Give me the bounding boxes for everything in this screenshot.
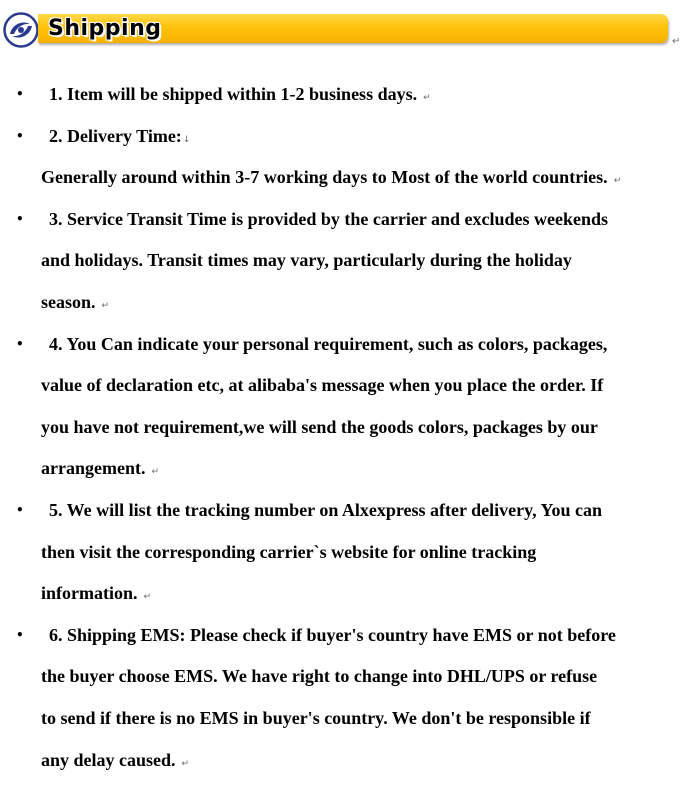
list-item-text: 1. Item will be shipped within 1-2 business days. bbox=[49, 84, 418, 104]
paragraph-mark-icon: ↵ bbox=[101, 300, 110, 311]
list-item-text: to send if there is no EMS in buyer's country. We don't be responsible if bbox=[41, 707, 591, 728]
paragraph-mark-icon: ↵ bbox=[151, 467, 160, 478]
list-item bbox=[0, 74, 696, 116]
paragraph-mark-icon: ↵ bbox=[181, 758, 190, 769]
list-item-text: then visit the corresponding carrier`s website for online tracking bbox=[41, 541, 537, 562]
list-item-text: information. bbox=[41, 583, 138, 604]
list-item bbox=[0, 199, 696, 241]
list-item-text: 3. Service Transit Time is provided by the carrier and excludes weekends bbox=[49, 208, 608, 229]
page-title: Shipping bbox=[48, 16, 162, 41]
list-item bbox=[0, 324, 696, 366]
list-item-text: the buyer choose EMS. We have right to change into DHL/UPS or refuse bbox=[41, 666, 598, 687]
list-item-text: 6. Shipping EMS: Please check if buyer's country have EMS or not before bbox=[49, 624, 616, 645]
list-item bbox=[0, 615, 696, 657]
list-item-text: 4. You Can indicate your personal requirement, such as colors, packages, bbox=[49, 333, 608, 354]
bullet-icon: • bbox=[16, 502, 24, 517]
paragraph-mark-icon: ↵ bbox=[672, 36, 681, 47]
section-header bbox=[0, 0, 696, 56]
list-item-text: and holidays. Transit times may vary, particularly during the holiday bbox=[41, 250, 572, 271]
paragraph-mark-icon: ↵ bbox=[143, 592, 152, 603]
list-item-text: you have not requirement,we will send the goods colors, packages by our bbox=[41, 416, 598, 437]
list-item-text: any delay caused. bbox=[41, 749, 176, 770]
list-item-continuation bbox=[0, 448, 696, 490]
brand-logo-icon bbox=[3, 12, 39, 48]
bullet-icon: • bbox=[16, 336, 24, 351]
list-item-continuation bbox=[0, 240, 696, 282]
title-banner bbox=[38, 14, 668, 43]
line-break-mark-icon: ↓ bbox=[182, 134, 191, 145]
list-item-continuation bbox=[0, 365, 696, 407]
bullet-icon: • bbox=[16, 87, 24, 101]
list-item-text: value of declaration etc, at alibaba's message when you place the order. If bbox=[41, 375, 604, 396]
list-item-text: 5. We will list the tracking number on Alxexpress after delivery, You can bbox=[49, 499, 602, 520]
paragraph-mark-icon: ↵ bbox=[613, 176, 622, 187]
list-item-continuation bbox=[0, 656, 696, 698]
bullet-icon: • bbox=[16, 627, 24, 642]
list-item-continuation bbox=[0, 282, 696, 324]
list-item-continuation bbox=[0, 573, 696, 615]
bullet-icon: • bbox=[16, 128, 24, 143]
list-item-continuation bbox=[0, 740, 696, 782]
shipping-policy-list bbox=[0, 74, 696, 781]
bullet-icon: • bbox=[16, 211, 24, 226]
list-item bbox=[0, 490, 696, 532]
list-item bbox=[0, 116, 696, 158]
list-item-continuation bbox=[0, 407, 696, 449]
list-item-text: Generally around within 3-7 working days to Most of the world countries. bbox=[41, 167, 608, 188]
list-item-continuation bbox=[0, 157, 696, 199]
list-item-text: season. bbox=[41, 291, 96, 312]
list-item-continuation bbox=[0, 532, 696, 574]
list-item-text: 2. Delivery Time: bbox=[49, 125, 182, 146]
paragraph-mark-icon: ↵ bbox=[423, 93, 431, 103]
list-item-continuation bbox=[0, 698, 696, 740]
list-item-text: arrangement. bbox=[41, 458, 146, 479]
